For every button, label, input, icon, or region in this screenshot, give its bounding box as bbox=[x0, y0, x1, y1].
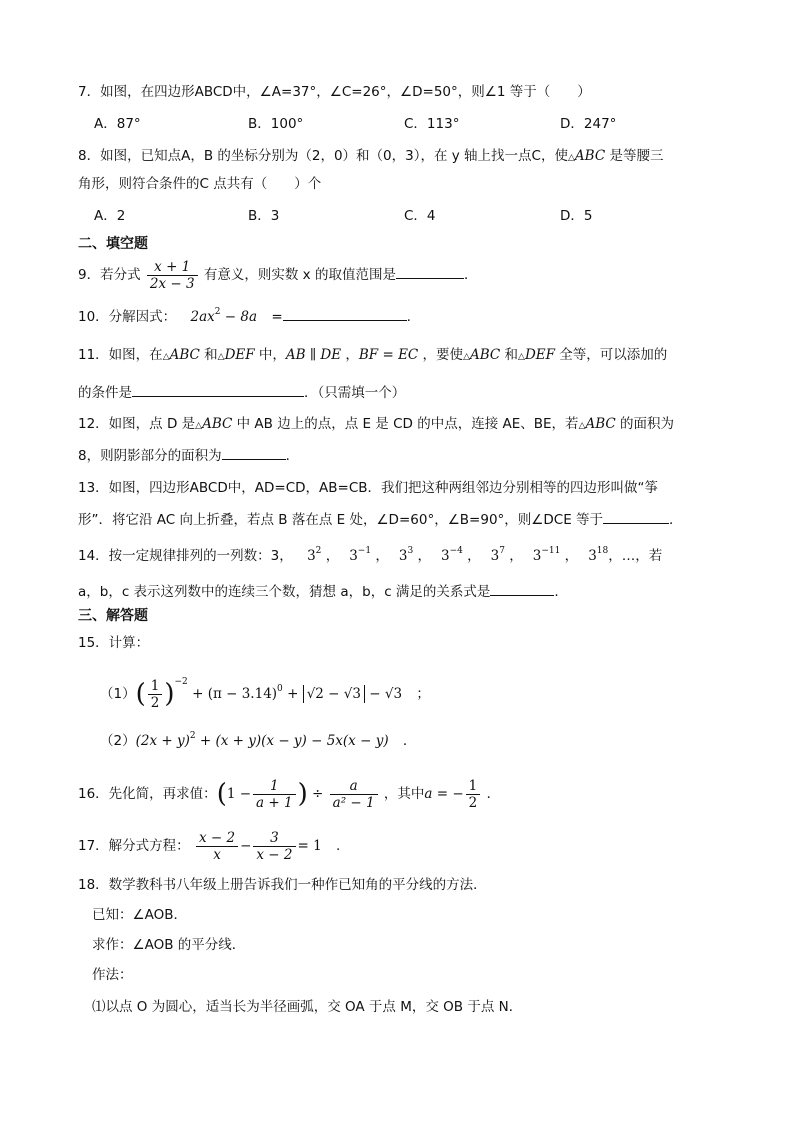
q16-a-eq: a = − bbox=[424, 786, 464, 802]
triangle-symbol: △ bbox=[567, 153, 575, 163]
q10-line bbox=[78, 306, 411, 327]
q15-p1-end: ； bbox=[416, 686, 430, 702]
q14-term-base: 3 bbox=[349, 548, 358, 564]
q13-line2-b: ． bbox=[669, 512, 683, 528]
q14-term-exp: 18 bbox=[596, 546, 609, 556]
q10-expr-a: 2ax bbox=[190, 309, 215, 325]
q11-line1 bbox=[78, 345, 667, 367]
q15-sqrt3: √3 bbox=[343, 686, 361, 702]
q16-line bbox=[78, 774, 500, 814]
q15-half-exp: −2 bbox=[174, 677, 188, 687]
q10-prefix: 10．分解因式： bbox=[78, 309, 177, 325]
q12-answer-blank bbox=[222, 445, 286, 460]
q9-fraction bbox=[147, 259, 198, 292]
q15-paren-right: ) bbox=[164, 679, 175, 709]
q17-eq: = 1 bbox=[297, 838, 322, 854]
q11-cond1: AB ∥ DE bbox=[285, 347, 342, 363]
q7-option-d: D．247° bbox=[560, 116, 617, 132]
q15-pi-exp: 0 bbox=[277, 684, 283, 694]
q9-suffix: 有意义，则实数 x 的取值范围是 bbox=[203, 267, 396, 283]
q11-and: 和 bbox=[199, 347, 218, 363]
q14-sequence bbox=[297, 548, 608, 564]
q12-abc: ABC bbox=[202, 416, 233, 432]
q17-f1-num: x − 2 bbox=[196, 830, 238, 847]
q14-line1 bbox=[78, 546, 662, 566]
q14-separator: ， bbox=[413, 548, 431, 564]
q18-method: 作法： bbox=[92, 967, 133, 983]
q16-prefix: 16．先化简，再求值： bbox=[78, 786, 217, 802]
q14-line2-a: a，b，c 表示这列数中的连续三个数，猜想 a，b，c 满足的关系式是 bbox=[78, 584, 491, 600]
q14-term bbox=[533, 548, 561, 564]
q14-term-exp: −11 bbox=[541, 546, 561, 556]
q14-term-base: 3 bbox=[532, 548, 542, 564]
q10-expr-b: − 8a bbox=[220, 309, 258, 325]
q8-option-c: C．4 bbox=[404, 208, 436, 224]
q11-line2-a: 的条件是 bbox=[78, 385, 132, 401]
q8-abc: ABC bbox=[574, 148, 606, 164]
q9-numerator: x + 1 bbox=[147, 259, 198, 276]
q15-abs-minus: − bbox=[323, 686, 344, 702]
q11-answer-blank bbox=[132, 382, 304, 397]
q14-term bbox=[491, 548, 505, 564]
q14-term bbox=[399, 548, 413, 564]
q15-part2 bbox=[100, 731, 416, 751]
q14-term-base: 3 bbox=[441, 548, 450, 564]
q9-prefix: 9．若分式 bbox=[78, 267, 141, 283]
q14-separator: ， bbox=[371, 548, 389, 564]
q12-abc2: ABC bbox=[585, 416, 616, 432]
q16-f3-num: 1 bbox=[466, 778, 481, 795]
q11-prefix: 11．如图，在 bbox=[78, 347, 163, 363]
q8-option-b: B．3 bbox=[248, 208, 280, 224]
q8-text-b: 是等腰三 bbox=[605, 148, 664, 164]
q11-abc: ABC bbox=[169, 347, 200, 363]
q16-f2-num: a bbox=[330, 778, 378, 795]
q14-term-exp: 2 bbox=[315, 546, 322, 556]
q15-pi-term: (π − 3.14) bbox=[207, 686, 278, 702]
q15-paren-left: ( bbox=[135, 679, 146, 709]
q16-mid: ，其中 bbox=[383, 786, 425, 802]
q13-line2-a: 形”．将它沿 AC 向上折叠，若点 B 落在点 E 处，∠D=60°，∠B=90°，则∠DCE 等于 bbox=[78, 512, 604, 528]
q14-line2 bbox=[78, 581, 559, 602]
q17-prefix: 17．解分式方程： bbox=[78, 838, 190, 854]
q9-answer-blank bbox=[396, 264, 464, 279]
q14-term-base: 3 bbox=[398, 548, 408, 564]
q15-plus-a: + bbox=[192, 686, 204, 702]
q14-term bbox=[307, 548, 321, 564]
q16-f1-den: a + 1 bbox=[256, 794, 293, 811]
q13-answer-blank bbox=[603, 509, 669, 524]
q16-div: ÷ bbox=[312, 786, 324, 802]
q14-term-base: 3 bbox=[588, 548, 597, 564]
q16-one: 1 − bbox=[226, 786, 252, 802]
q9-end: ． bbox=[463, 267, 478, 283]
q16-f2-den: a² − 1 bbox=[332, 794, 375, 811]
q18-stem: 18．数学教科书八年级上册告诉我们一种作已知角的平分线的方法． bbox=[78, 877, 487, 893]
q17-end: . bbox=[336, 838, 341, 854]
q11-def2: DEF bbox=[524, 347, 555, 363]
q12-c: 的面积为 bbox=[615, 416, 675, 432]
q9-line bbox=[78, 257, 477, 293]
q11-comma: ， bbox=[341, 347, 359, 363]
q17-fraction-1 bbox=[196, 830, 238, 863]
q15-p2-expr-b: + (x + y)(x − y) − 5x(x − y) bbox=[195, 733, 389, 749]
triangle-symbol: △ bbox=[162, 352, 170, 362]
q16-paren-left: ( bbox=[216, 779, 227, 809]
q15-plus-b: + bbox=[287, 686, 299, 702]
q15-half-den: 2 bbox=[150, 694, 160, 711]
q14-prefix: 14．按一定规律排列的一列数：3， bbox=[78, 548, 293, 564]
q15-p2-label: （2） bbox=[100, 733, 136, 749]
q15-p2-expr-a: (2x + y) bbox=[135, 733, 190, 749]
q11-line2 bbox=[78, 382, 405, 403]
q8-line1 bbox=[78, 146, 663, 168]
q14-answer-blank bbox=[490, 581, 554, 596]
q12-line2 bbox=[78, 445, 299, 466]
q14-term-base: 3 bbox=[490, 548, 500, 564]
q15-abs-value bbox=[303, 685, 365, 703]
q14-term-base: 3 bbox=[307, 548, 316, 564]
q12-a: 12．如图，点 D 是 bbox=[78, 416, 196, 432]
q18-step1: ⑴以点 O 为圆心，适当长为半径画弧，交 OA 于点 M，交 OB 于点 N． bbox=[92, 999, 523, 1015]
q12-line1 bbox=[78, 414, 674, 436]
q16-f3-den: 2 bbox=[468, 794, 478, 811]
q16-fraction-3 bbox=[466, 778, 481, 811]
q18-known: 已知：∠AOB． bbox=[92, 907, 187, 923]
q8-option-d: D．5 bbox=[560, 208, 593, 224]
q14-term-exp: −1 bbox=[357, 546, 372, 556]
section-fill-in: 二、填空题 bbox=[78, 236, 148, 252]
q10-end: . bbox=[406, 309, 411, 325]
q14-separator: ， bbox=[505, 548, 523, 564]
q13-line2 bbox=[78, 509, 683, 530]
triangle-symbol: △ bbox=[195, 421, 203, 431]
q8-line2: 角形，则符合条件的C 点共有（ ）个 bbox=[78, 176, 322, 192]
q14-ellipsis: ，…，若 bbox=[608, 548, 663, 564]
q12-b: 中 AB 边上的点，点 E 是 CD 的中点，连接 AE、BE，若 bbox=[232, 416, 579, 432]
q14-term bbox=[441, 548, 463, 564]
q13-line1: 13．如图，四边形ABCD中，AD=CD，AB=CB．我们把这种两组邻边分别相等的四边形叫做“筝 bbox=[78, 480, 659, 496]
q8-option-a: A．2 bbox=[94, 208, 126, 224]
q15-p1-label: （1） bbox=[100, 686, 136, 702]
triangle-symbol: △ bbox=[518, 352, 525, 362]
q7-option-a: A．87° bbox=[94, 116, 141, 132]
q14-term bbox=[349, 548, 371, 564]
q15-half-num: 1 bbox=[148, 678, 163, 695]
q7-option-b: B．100° bbox=[248, 116, 304, 132]
q14-separator: ， bbox=[462, 548, 481, 564]
q7-stem: 7．如图，在四边形ABCD中，∠A=37°，∠C=26°，∠D=50°，则∠1 等于（ ） bbox=[78, 84, 591, 100]
q17-f1-den: x bbox=[213, 846, 221, 863]
q12-line2-a: 8，则阴影部分的面积为 bbox=[78, 448, 222, 464]
q11-mid: 中， bbox=[254, 347, 286, 363]
q10-answer-blank bbox=[283, 306, 407, 321]
q9-denominator: 2x − 3 bbox=[149, 275, 195, 292]
q16-end: ． bbox=[486, 786, 501, 802]
q16-fraction-1 bbox=[253, 778, 296, 811]
q15-p2-exp: 2 bbox=[189, 731, 196, 741]
q14-term-exp: −4 bbox=[449, 546, 463, 556]
q15-part1 bbox=[100, 674, 430, 714]
q10-exp: 2 bbox=[214, 307, 221, 317]
q11-abc2: ABC bbox=[469, 347, 501, 363]
q14-term-exp: 7 bbox=[499, 546, 505, 556]
q17-f2-den: x − 2 bbox=[256, 846, 293, 863]
q18-todo: 求作：∠AOB 的平分线． bbox=[92, 937, 246, 953]
q17-f2-num: 3 bbox=[253, 830, 295, 847]
q17-minus: − bbox=[240, 838, 252, 854]
q14-term-exp: 3 bbox=[407, 546, 414, 556]
q14-line2-b: . bbox=[554, 584, 559, 600]
q11-tail2: 全等，可以添加的 bbox=[555, 347, 668, 363]
triangle-symbol: △ bbox=[463, 352, 470, 362]
q16-fraction-2 bbox=[330, 778, 378, 811]
triangle-symbol: △ bbox=[217, 352, 225, 362]
q16-f1-num: 1 bbox=[253, 778, 296, 795]
q17-fraction-2 bbox=[253, 830, 295, 863]
q11-cond2: BF = EC bbox=[358, 347, 419, 363]
q12-line2-b: ． bbox=[285, 448, 300, 464]
q11-and2: 和 bbox=[500, 347, 519, 363]
q14-term bbox=[588, 548, 608, 564]
q11-def: DEF bbox=[224, 347, 255, 363]
q14-separator: ， bbox=[321, 548, 340, 564]
section-solve: 三、解答题 bbox=[78, 608, 148, 624]
q8-text-a: 8．如图，已知点A，B 的坐标分别为（2，0）和（0，3），在 y 轴上找一点C，使 bbox=[78, 148, 568, 164]
q15-stem: 15．计算： bbox=[78, 635, 150, 651]
q11-tail: ，要使 bbox=[418, 347, 464, 363]
q15-p2-end: ． bbox=[402, 733, 417, 749]
triangle-symbol: △ bbox=[578, 421, 586, 431]
q11-line2-b: ．（只需填一个） bbox=[304, 385, 406, 401]
q17-line bbox=[78, 826, 340, 866]
q14-separator: ， bbox=[560, 548, 579, 564]
q7-option-c: C．113° bbox=[404, 116, 460, 132]
q15-minus-sqrt3: − √3 bbox=[369, 686, 403, 702]
q16-paren-right: ) bbox=[297, 779, 308, 809]
q15-sqrt2: √2 bbox=[306, 686, 324, 702]
q10-eq: = bbox=[271, 309, 283, 325]
q15-half-fraction bbox=[148, 678, 163, 711]
